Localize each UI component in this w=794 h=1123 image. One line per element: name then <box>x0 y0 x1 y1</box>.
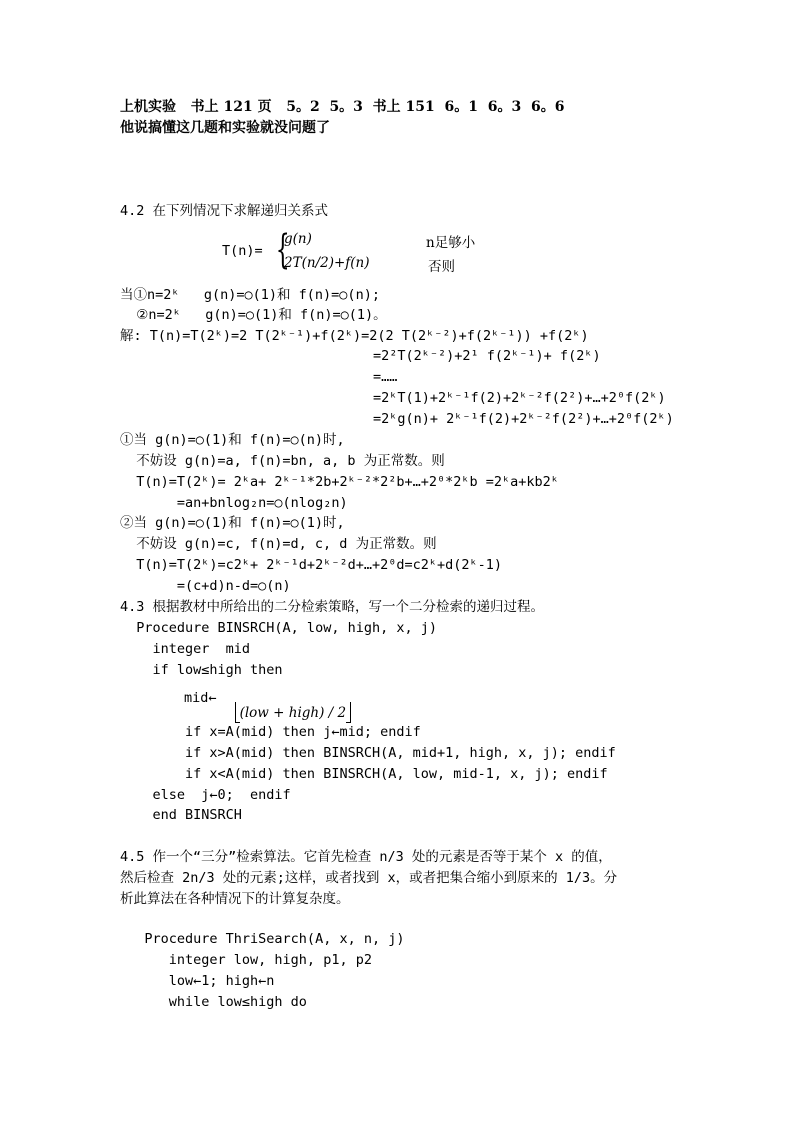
q42-c1-d: =an+bnlog₂n=○(nlog₂n) <box>120 495 348 511</box>
q43-line-9: end BINSRCH <box>120 807 242 823</box>
q43-line-8: else j←0; endif <box>120 787 291 803</box>
q42-tn-label: T(n)= <box>222 243 263 259</box>
q43-title: 4.3 根据教材中所给出的二分检索策略，写一个二分检索的递归过程。 <box>120 599 545 615</box>
q42-sol-1: 解: T(n)=T(2ᵏ)=2 T(2ᵏ⁻¹)+f(2ᵏ)=2(2 T(2ᵏ⁻²)+f(2ᵏ⁻¹)) +f(2ᵏ) <box>120 328 589 344</box>
floor-expression <box>226 686 351 723</box>
q43-mid-expr: (low + high) / 2 <box>239 705 347 721</box>
q43-line-6: if x>A(mid) then BINSRCH(A, mid+1, high, x, j); endif <box>120 745 616 761</box>
piecewise-brace: { <box>275 227 290 273</box>
q43-line-7: if x<A(mid) then BINSRCH(A, low, mid-1, x, j); endif <box>120 766 608 782</box>
q45-line-1: Procedure ThriSearch(A, x, n, j) <box>120 931 405 947</box>
q42-case1-cond: n足够小 <box>426 235 476 251</box>
q42-case2-cond: 否则 <box>428 259 455 275</box>
q45-line-2: integer low, high, p1, p2 <box>120 952 372 968</box>
q42-c1-b: 不妨设 g(n)=a, f(n)=bn, a, b 为正常数。则 <box>120 453 445 469</box>
q42-c1-a: ①当 g(n)=○(1)和 f(n)=○(n)时, <box>120 432 345 448</box>
q42-title: 4.2 在下列情况下求解递归关系式 <box>120 203 329 219</box>
q43-line-2: integer mid <box>120 641 251 657</box>
q45-para-3: 析此算法在各种情况下的计算复杂度。 <box>120 891 350 907</box>
header-line-1: 上机实验 书上 121 页 5。2 5。3 书上 151 6。1 6。3 6。6 <box>120 99 565 115</box>
q42-sol-2: =2²T(2ᵏ⁻²)+2¹ f(2ᵏ⁻¹)+ f(2ᵏ) <box>373 348 601 364</box>
q42-c2-a: ②当 g(n)=○(1)和 f(n)=○(1)时, <box>120 515 345 531</box>
q43-mid-label: mid← <box>184 690 217 706</box>
q42-case2-expr: 2T(n/2)+f(n) <box>284 255 370 271</box>
q45-para-1: 4.5 作一个“三分”检索算法。它首先检查 n/3 处的元素是否等于某个 x 的值， <box>120 849 612 865</box>
q42-sol-4: =2ᵏT(1)+2ᵏ⁻¹f(2)+2ᵏ⁻²f(2²)+…+2⁰f(2ᵏ) <box>373 390 666 406</box>
q42-sol-3: =…… <box>373 369 398 385</box>
q42-cond-a: 当①n=2ᵏ g(n)=○(1)和 f(n)=○(n); <box>120 287 380 303</box>
q43-line-1: Procedure BINSRCH(A, low, high, x, j) <box>120 620 437 636</box>
q42-cond-b: ②n=2ᵏ g(n)=○(1)和 f(n)=○(1)。 <box>120 307 387 323</box>
q42-c1-c: T(n)=T(2ᵏ)= 2ᵏa+ 2ᵏ⁻¹*2b+2ᵏ⁻²*2²b+…+2⁰*2ᵏb =2ᵏa+kb2ᵏ <box>120 474 559 490</box>
q43-line-5: if x=A(mid) then j←mid; endif <box>120 724 421 740</box>
q45-line-4: while low≤high do <box>120 994 307 1010</box>
floor-right-bracket <box>346 702 351 723</box>
q42-c2-c: T(n)=T(2ᵏ)=c2ᵏ+ 2ᵏ⁻¹d+2ᵏ⁻²d+…+2⁰d=c2ᵏ+d(2ᵏ-1) <box>120 557 503 573</box>
q42-sol-5: =2ᵏg(n)+ 2ᵏ⁻¹f(2)+2ᵏ⁻²f(2²)+…+2⁰f(2ᵏ) <box>373 411 674 427</box>
q42-c2-b: 不妨设 g(n)=c, f(n)=d, c, d 为正常数。则 <box>120 536 437 552</box>
q45-para-2: 然后检查 2n/3 处的元素;这样，或者找到 x，或者把集合缩小到原来的 1/3。分 <box>120 870 618 886</box>
q42-c2-d: =(c+d)n-d=○(n) <box>120 578 291 594</box>
q43-line-3: if low≤high then <box>120 662 283 678</box>
header-line-2: 他说搞懂这几题和实验就没问题了 <box>120 120 330 136</box>
q45-line-3: low←1; high←n <box>120 973 275 989</box>
q42-case1-expr: g(n) <box>284 231 312 247</box>
